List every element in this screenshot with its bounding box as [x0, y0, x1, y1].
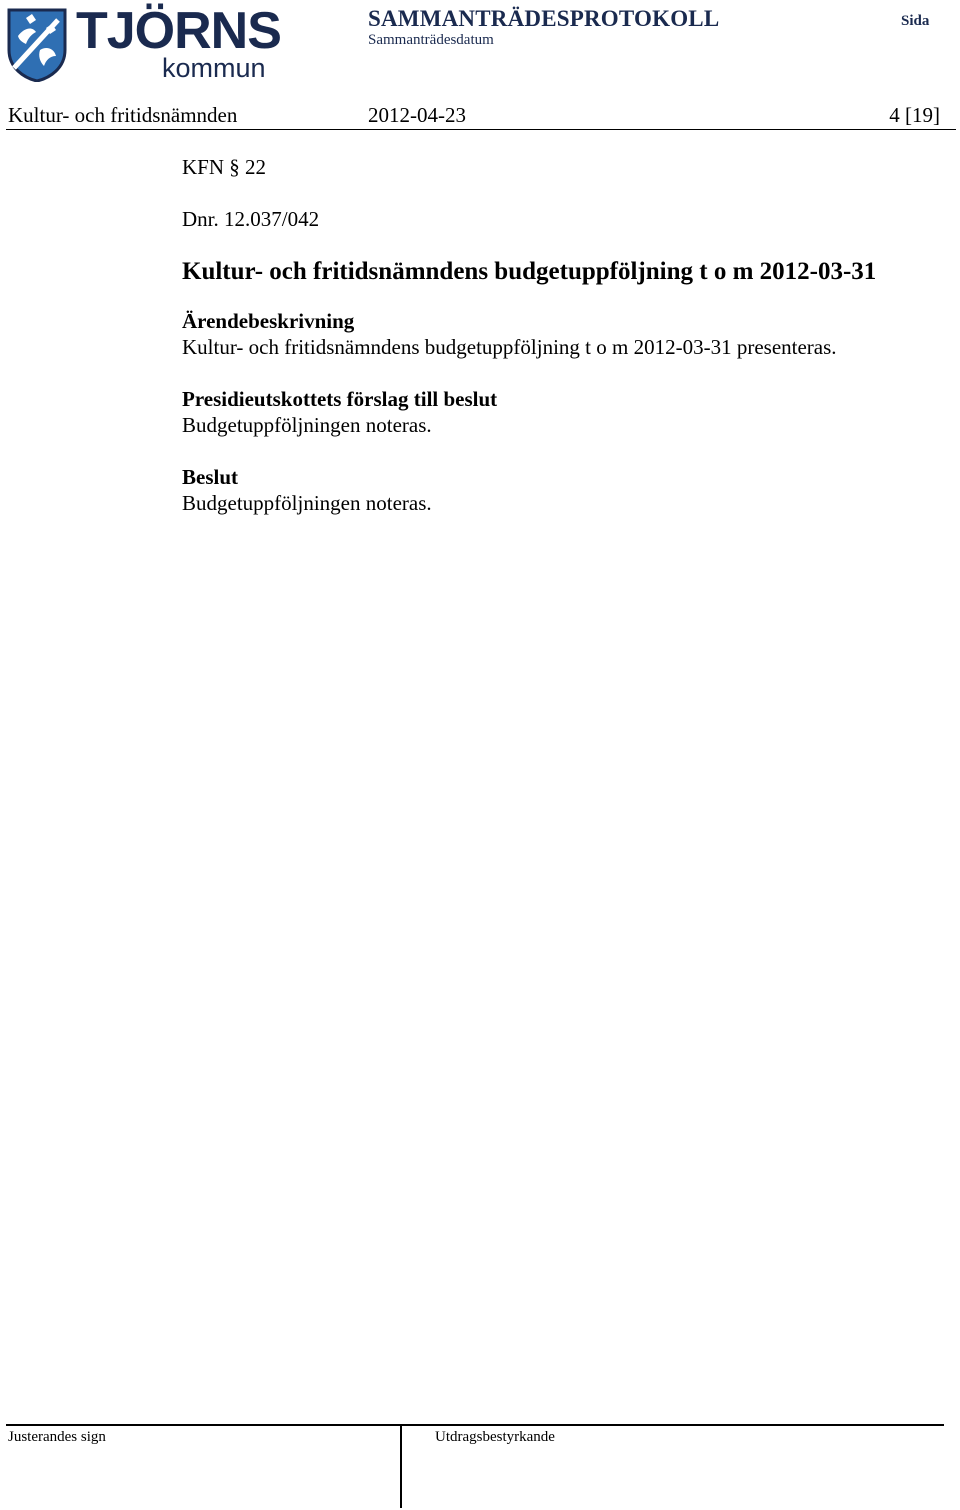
- meeting-date-label: Sammanträdesdatum: [368, 32, 494, 48]
- logo-wordmark: TJÖRNS: [76, 2, 281, 60]
- committee-name: Kultur- och fritidsnämnden: [8, 103, 238, 127]
- section-heading: Beslut: [182, 465, 239, 489]
- meeting-date: 2012-04-23: [368, 103, 466, 127]
- footer-divider: [6, 1424, 944, 1426]
- certification-label: Utdragsbestyrkande: [435, 1429, 555, 1445]
- section-decision: [182, 464, 942, 516]
- item-title: Kultur- och fritidsnämndens budgetuppföljning t o m 2012-03-31: [182, 258, 877, 285]
- header-divider: [6, 129, 956, 130]
- protocol-content: [182, 154, 942, 542]
- footer-column-divider: [400, 1425, 402, 1508]
- municipality-logo: [6, 2, 281, 83]
- paragraph-id: KFN § 22: [182, 155, 267, 179]
- document-type: SAMMANTRÄDESPROTOKOLL: [368, 6, 720, 31]
- page-label: Sida: [901, 13, 930, 29]
- section-heading: Ärendebeskrivning: [182, 309, 355, 333]
- section-heading: Presidieutskottets förslag till beslut: [182, 387, 498, 411]
- section-text: Budgetuppföljningen noteras.: [182, 413, 432, 437]
- section-description: [182, 308, 942, 360]
- section-text: Budgetuppföljningen noteras.: [182, 491, 432, 515]
- section-text: Kultur- och fritidsnämndens budgetuppföljning t o m 2012-03-31 presenteras.: [182, 335, 837, 359]
- logo-subtitle: kommun: [162, 53, 266, 83]
- coat-of-arms-icon: [6, 6, 68, 82]
- section-proposal: [182, 386, 942, 438]
- signature-label: Justerandes sign: [8, 1429, 106, 1445]
- page-number: 4 [19]: [889, 103, 940, 127]
- registration-number: Dnr. 12.037/042: [182, 207, 320, 231]
